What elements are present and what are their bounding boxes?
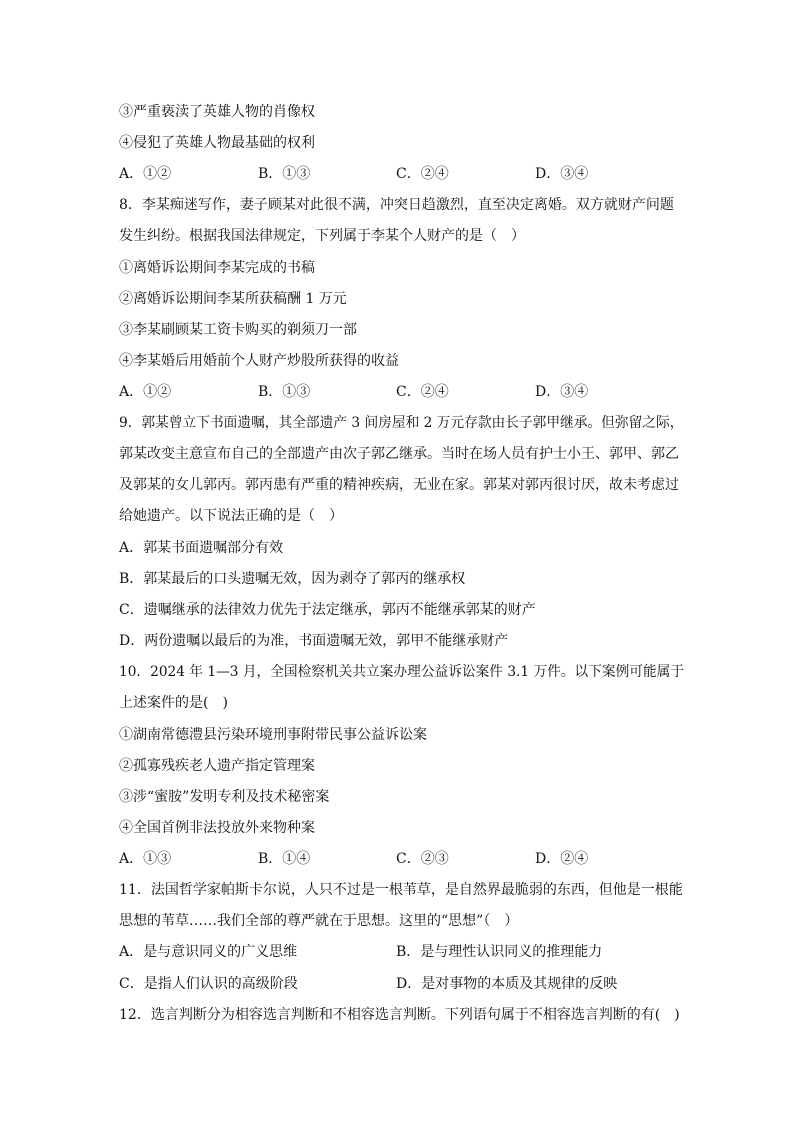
q7-item-4: ④侵犯了英雄人物最基础的权利 (119, 135, 315, 151)
q10-item-1: ①湖南常德澧县污染环境刑事附带民事公益诉讼案 (119, 727, 427, 743)
q9-stem-line-3: 及郭某的女儿郭丙。郭丙患有严重的精神疾病，无业在家。郭某对郭丙很讨厌，故未考虑过 (119, 477, 679, 493)
q8-stem-line-2: 发生纠纷。根据我国法律规定，下列属于李某个人财产的是（ ） (119, 228, 525, 244)
q11-stem-line-2: 思想的苇草……我们全部的尊严就在于思想。这里的“思想”（ ） (119, 913, 519, 929)
q7-item-3: ③严重亵渎了英雄人物的肖像权 (119, 104, 315, 120)
q10-item-3: ③涉“蜜胺”发明专利及技术秘密案 (119, 789, 330, 805)
q12-stem-line-1: 12．选言判断分为相容选言判断和不相容选言判断。下列语句属于不相容选言判断的有( ) (119, 1007, 680, 1023)
q8-item-2: ②离婚诉讼期间李某所获稿酬 1 万元 (119, 291, 347, 307)
q10-option-b: B．①④ (258, 851, 311, 867)
q10-option-d: D．②④ (535, 851, 589, 867)
q10-stem-line-1: 10．2024 年 1—3 月，全国检察机关共立案办理公益诉讼案件 3.1 万件。以下案例可能属于 (119, 664, 685, 680)
q10-stem-line-2: 上述案件的是( ) (119, 695, 228, 711)
q8-option-d: D．③④ (535, 384, 589, 400)
q7-option-a: A．①② (119, 166, 172, 182)
q9-option-d: D．两份遗嘱以最后的为准，书面遗嘱无效，郭甲不能继承财产 (119, 633, 509, 649)
q8-item-3: ③李某刷顾某工资卡购买的剃须刀一部 (119, 322, 357, 338)
q9-stem-line-2: 郭某改变主意宣布自己的全部遗产由次子郭乙继承。当时在场人员有护士小王、郭甲、郭乙 (119, 446, 679, 462)
q11-option-a: A．是与意识同义的广义思维 (119, 944, 298, 960)
q10-option-a: A．①③ (119, 851, 172, 867)
q7-option-c: C．②④ (396, 166, 449, 182)
q10-option-c: C．②③ (396, 851, 449, 867)
q11-option-b: B．是与理性认识同义的推理能力 (396, 944, 603, 960)
q8-item-1: ①离婚诉讼期间李某完成的书稿 (119, 260, 315, 276)
q8-item-4: ④李某婚后用婚前个人财产炒股所获得的收益 (119, 353, 399, 369)
q7-option-b: B．①③ (258, 166, 311, 182)
q10-item-4: ④全国首例非法投放外来物种案 (119, 820, 315, 836)
q9-stem-line-4: 给她遗产。以下说法正确的是（ ） (119, 508, 343, 524)
q8-option-b: B．①③ (258, 384, 311, 400)
q8-stem-line-1: 8．李某痴迷写作，妻子顾某对此很不满，冲突日趋激烈，直至决定离婚。双方就财产问题 (119, 197, 674, 213)
q9-option-a: A．郭某书面遗嘱部分有效 (119, 540, 284, 556)
q10-item-2: ②孤寡残疾老人遗产指定管理案 (119, 758, 315, 774)
q11-stem-line-1: 11．法国哲学家帕斯卡尔说，人只不过是一根苇草，是自然界最脆弱的东西，但他是一根能 (119, 882, 683, 898)
q8-option-c: C．②④ (396, 384, 449, 400)
q11-option-d: D．是对事物的本质及其规律的反映 (396, 976, 618, 992)
q11-option-c: C．是指人们认识的高级阶段 (119, 976, 298, 992)
q9-option-c: C．遗嘱继承的法律效力优先于法定继承，郭丙不能继承郭某的财产 (119, 602, 536, 618)
q7-option-d: D．③④ (535, 166, 589, 182)
q9-option-b: B．郭某最后的口头遗嘱无效，因为剥夺了郭丙的继承权 (119, 571, 466, 587)
q9-stem-line-1: 9．郭某曾立下书面遗嘱，其全部遗产 3 间房屋和 2 万元存款由长子郭甲继承。但弥留之际， (119, 415, 684, 431)
q8-option-a: A．①② (119, 384, 172, 400)
